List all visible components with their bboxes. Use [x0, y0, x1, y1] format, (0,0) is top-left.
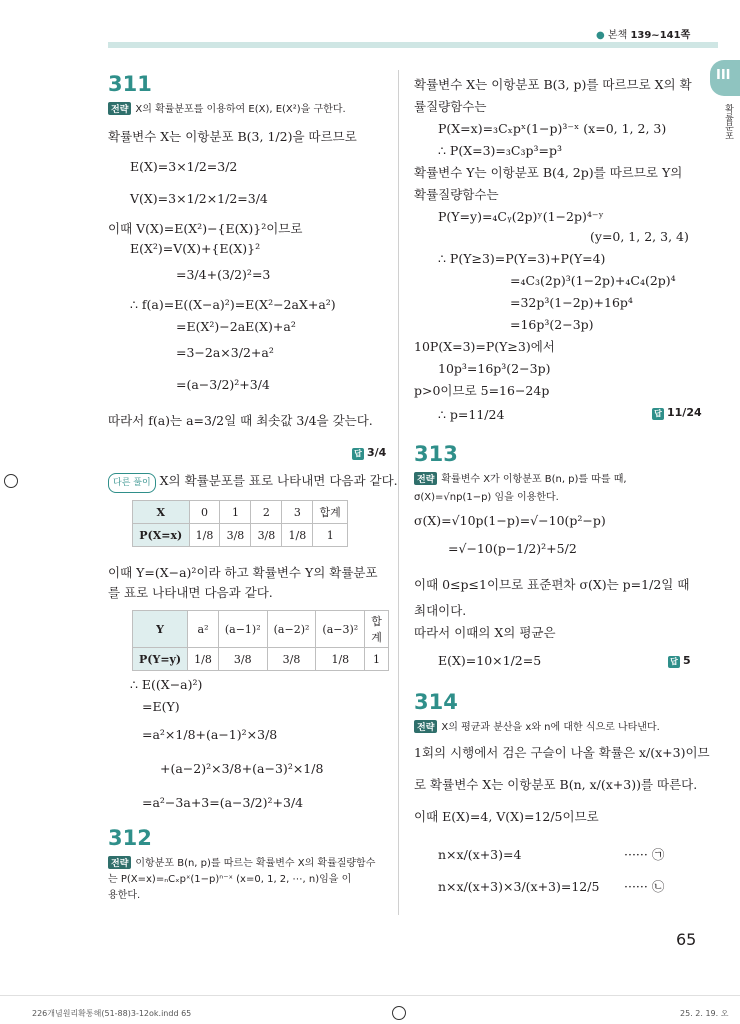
registration-mark-icon — [392, 1006, 406, 1020]
solution-line: 이때 Y=(X−a)²이라 하고 확률변수 Y의 확률분포 — [108, 565, 378, 580]
table-row — [133, 648, 389, 671]
table-cell: X — [133, 501, 190, 524]
page-range: 139~141쪽 — [630, 30, 691, 41]
table-cell: 3/8 — [218, 648, 267, 671]
solution-line: =E(Y) — [142, 699, 180, 714]
problem-311-hint — [108, 100, 346, 115]
problem-314-hint — [414, 718, 660, 733]
hint-text: X의 평균과 분산을 x와 n에 대한 식으로 나타낸다. — [441, 722, 660, 733]
solution-line: σ(X)=√10p(1−p)=√−10(p²−p) — [414, 513, 606, 528]
alt-solution-tag: 다른 풀이 — [108, 473, 156, 493]
table-cell: 1/8 — [188, 648, 219, 671]
table-cell: 0 — [189, 501, 220, 524]
problem-312-hint — [108, 854, 375, 869]
strategy-tag: 전략 — [108, 856, 131, 869]
problem-311-number: 311 — [108, 72, 152, 96]
problem-312-hint-line: 는 P(X=x)=ₙCₓpˣ(1−p)ⁿ⁻ˣ (x=0, 1, 2, ⋯, n)임을 이 — [108, 874, 352, 885]
solution-line: =16p³(2−3p) — [510, 317, 594, 332]
solution-line: 률질량함수는 — [414, 99, 487, 114]
solution-line: 확률변수 X는 이항분포 B(3, 1/2)을 따르므로 — [108, 129, 357, 144]
answer-value: 11/24 — [667, 406, 702, 419]
table-cell: 3/8 — [251, 524, 282, 547]
answer-mark: 답 — [652, 408, 664, 420]
table-cell: 1 — [220, 501, 251, 524]
solution-line: P(Y=y)=₄Cᵧ(2p)ʸ(1−2p)⁴⁻ʸ — [438, 209, 604, 224]
hint-text: X의 확률분포를 이용하여 E(X), E(X²)을 구한다. — [135, 104, 346, 115]
registration-mark-icon — [4, 474, 18, 488]
solution-line: 최대이다. — [414, 603, 467, 618]
solution-line: 확률질량함수는 — [414, 187, 499, 202]
solution-line: 이때 E(X)=4, V(X)=12/5이므로 — [414, 809, 599, 824]
answer-mark: 답 — [668, 656, 680, 668]
problem-311-answer — [352, 446, 386, 460]
solution-line: =√−10(p−1/2)²+5/2 — [448, 541, 577, 556]
solution-line: =3/4+(3/2)²=3 — [176, 267, 271, 282]
solution-line: ∴ p=11/24 — [438, 407, 505, 422]
problem-313-hint — [414, 470, 627, 485]
solution-line: =3−2a×3/2+a² — [176, 345, 274, 360]
equation-mark: ······ ㉠ — [624, 847, 665, 862]
header-bar — [108, 42, 718, 48]
solution-line: =32p³(1−2p)+16p⁴ — [510, 295, 633, 310]
chapter-roman: III — [716, 68, 731, 83]
strategy-tag: 전략 — [108, 102, 131, 115]
solution-line: =a²−3a+3=(a−3/2)²+3/4 — [142, 795, 304, 810]
table-cell: 합계 — [313, 501, 348, 524]
bullet-icon: ● — [596, 30, 605, 41]
distribution-table-y — [132, 610, 389, 671]
solution-line: ∴ P(Y≥3)=P(Y=3)+P(Y=4) — [438, 251, 606, 266]
table-cell: 합계 — [365, 611, 389, 648]
solution-line: 따라서 f(a)는 a=3/2일 때 최솟값 3/4을 갖는다. — [108, 413, 373, 428]
problem-313-answer — [668, 654, 691, 668]
hint-text: 이항분포 B(n, p)를 따르는 확률변수 X의 확률질량함수 — [135, 858, 376, 869]
solution-line: ∴ f(a)=E((X−a)²)=E(X²−2aX+a²) — [130, 297, 336, 312]
solution-line: 이때 V(X)=E(X²)−{E(X)}²이므로 — [108, 221, 303, 236]
solution-line: 10p³=16p³(2−3p) — [438, 361, 551, 376]
table-cell: P(Y=y) — [133, 648, 188, 671]
solution-line: 를 표로 나타내면 다음과 같다. — [108, 585, 273, 600]
solution-line: 이때 0≤p≤1이므로 표준편차 σ(X)는 p=1/2일 때 — [414, 577, 690, 592]
strategy-tag: 전략 — [414, 720, 437, 733]
problem-314-number: 314 — [414, 690, 458, 714]
solution-line: +(a−2)²×3/8+(a−3)²×1/8 — [160, 761, 324, 776]
header-page-ref — [596, 26, 690, 41]
footer-date: 25. 2. 19. 오 — [680, 1009, 729, 1018]
strategy-tag: 전략 — [414, 472, 437, 485]
table-row — [133, 501, 348, 524]
solution-line: E(X)=10×1/2=5 — [438, 653, 542, 668]
solution-line: E(X²)=V(X)+{E(X)}² — [130, 241, 261, 256]
table-cell: 3/8 — [267, 648, 316, 671]
table-cell: 1 — [313, 524, 348, 547]
solution-line: ∴ E((X−a)²) — [130, 677, 203, 692]
problem-312-number: 312 — [108, 826, 152, 850]
table-cell: (a−2)² — [267, 611, 316, 648]
page-number: 65 — [676, 930, 697, 949]
solution-line: 로 확률변수 X는 이항분포 B(n, x/(x+3))를 따른다. — [414, 777, 698, 792]
solution-line: n×x/(x+3)=4 — [438, 847, 522, 862]
solution-line: ∴ P(X=3)=₃C₃p³=p³ — [438, 143, 562, 158]
solution-line: =E(X²)−2aE(X)+a² — [176, 319, 296, 334]
book-label: 본책 — [607, 30, 628, 41]
problem-312-answer — [652, 406, 702, 420]
table-cell: a² — [188, 611, 219, 648]
table-row — [133, 524, 348, 547]
answer-value: 3/4 — [367, 446, 387, 459]
table-cell: 3/8 — [220, 524, 251, 547]
problem-313-number: 313 — [414, 442, 458, 466]
solution-line: E(X)=3×1/2=3/2 — [130, 159, 238, 174]
solution-line: 확률변수 X는 이항분포 B(3, p)를 따르므로 X의 확 — [414, 77, 692, 92]
hint-text: 확률변수 X가 이항분포 B(n, p)를 따를 때, — [441, 474, 627, 485]
solution-line: =(a−3/2)²+3/4 — [176, 377, 270, 392]
chapter-label: 확률분포 — [723, 104, 733, 140]
table-cell: P(X=x) — [133, 524, 190, 547]
solution-line: (y=0, 1, 2, 3, 4) — [590, 229, 689, 244]
solution-line: p>0이므로 5=16−24p — [414, 383, 550, 398]
table-cell: 1 — [365, 648, 389, 671]
problem-313-hint-line: σ(X)=√np(1−p) 임을 이용한다. — [414, 492, 559, 503]
alt-solution-intro — [108, 472, 398, 493]
solution-line: 따라서 이때의 X의 평균은 — [414, 625, 556, 640]
table-cell: 3 — [282, 501, 313, 524]
equation-mark: ······ ㉡ — [624, 879, 665, 894]
distribution-table-x — [132, 500, 348, 547]
table-cell: 2 — [251, 501, 282, 524]
footer-file-name: 226개념원리확통해(51-88)3-12ok.indd 65 — [32, 1009, 192, 1018]
solution-line: =₄C₃(2p)³(1−2p)+₄C₄(2p)⁴ — [510, 273, 676, 288]
solution-line: P(X=x)=₃Cₓpˣ(1−p)³⁻ˣ (x=0, 1, 2, 3) — [438, 121, 667, 136]
table-cell: (a−1)² — [218, 611, 267, 648]
answer-value: 5 — [683, 654, 691, 667]
table-cell: Y — [133, 611, 188, 648]
footer-rule — [0, 995, 740, 996]
table-cell: 1/8 — [282, 524, 313, 547]
solution-line: 확률변수 Y는 이항분포 B(4, 2p)를 따르므로 Y의 — [414, 165, 683, 180]
solution-line: n×x/(x+3)×3/(x+3)=12/5 — [438, 879, 600, 894]
table-cell: 1/8 — [316, 648, 365, 671]
alt-intro-text: X의 확률분포를 표로 나타내면 다음과 같다. — [159, 473, 398, 488]
problem-312-hint-line: 용한다. — [108, 890, 141, 901]
solution-line: =a²×1/8+(a−1)²×3/8 — [142, 727, 278, 742]
table-cell: 1/8 — [189, 524, 220, 547]
solution-line: 10P(X=3)=P(Y≥3)에서 — [414, 339, 555, 354]
table-row — [133, 611, 389, 648]
answer-mark: 답 — [352, 448, 364, 460]
column-divider — [398, 70, 399, 915]
solution-line: 1회의 시행에서 검은 구슬이 나올 확률은 x/(x+3)이므 — [414, 745, 710, 760]
solution-line: V(X)=3×1/2×1/2=3/4 — [130, 191, 268, 206]
table-cell: (a−3)² — [316, 611, 365, 648]
